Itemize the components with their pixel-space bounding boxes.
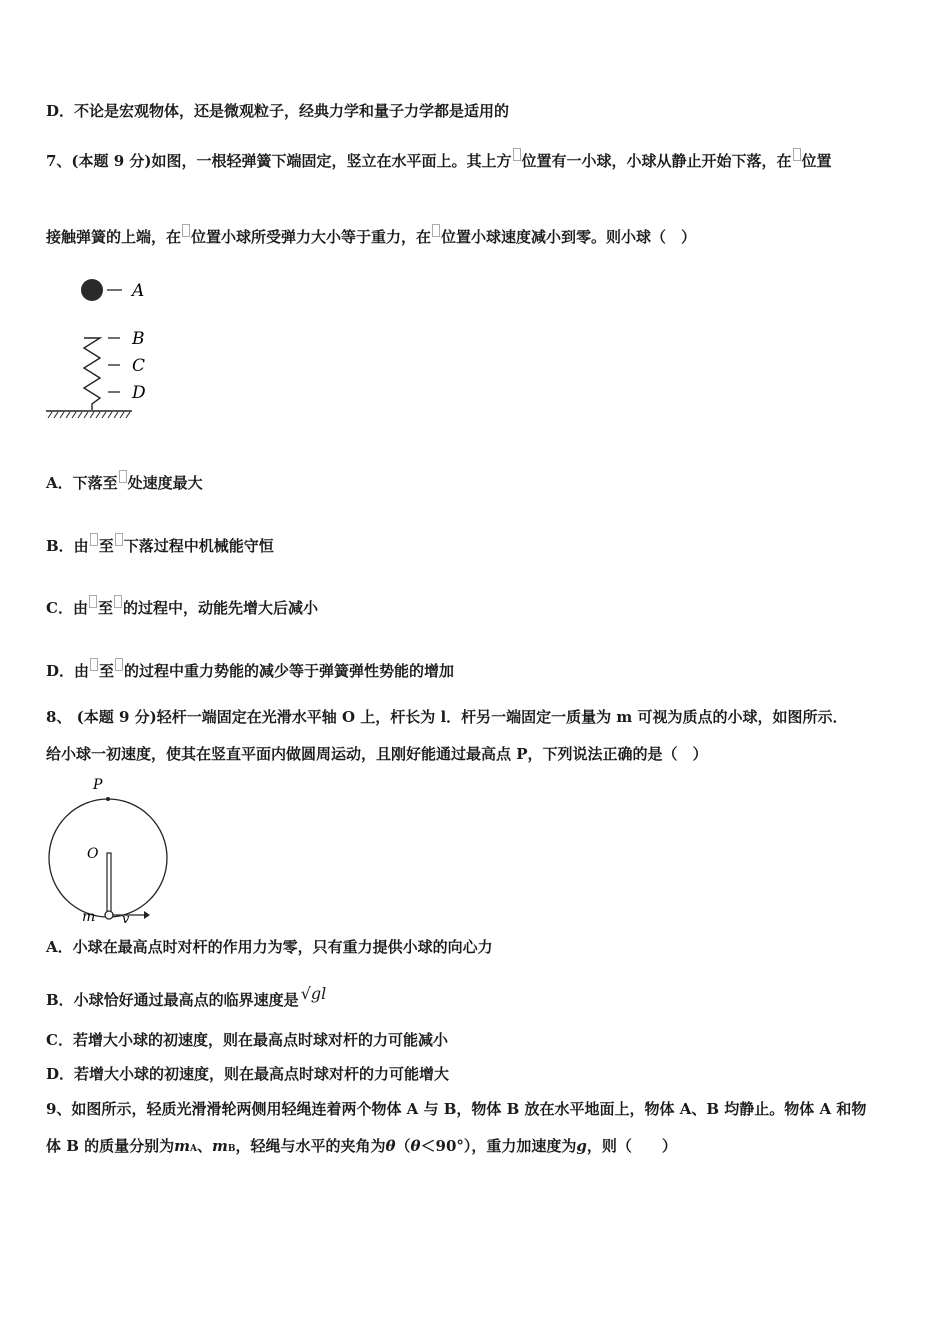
q7-option-c: C．由 至 的过程中，动能先增大后减小 [46, 595, 318, 618]
circle-rod-figure [40, 773, 170, 923]
q7-option-a: A．下落至 处速度最大 [46, 470, 203, 493]
placeholder-box [432, 224, 440, 237]
q7-stem-line1: 7、(本题 9 分)如图，一根轻弹簧下端固定，竖立在水平面上。其上方 位置有一小球，小球从静止开始下落，在 位置 [46, 148, 832, 171]
q8-option-a: A．小球在最高点时对杆的作用力为零，只有重力提供小球的向心力 [46, 938, 493, 956]
label-a: A [132, 281, 145, 301]
ball [81, 279, 103, 301]
label-p: P [93, 777, 103, 793]
label-b: B [132, 329, 145, 349]
sqrt-gl-formula: √gl [300, 984, 327, 1003]
label-m: m [82, 909, 96, 923]
q7-stem-line2: 接触弹簧的上端，在 位置小球所受弹力大小等于重力，在 位置小球速度减小到零。则小球（ ） [46, 224, 696, 247]
q9-stem-line1: 9、如图所示，轻质光滑滑轮两侧用轻绳连着两个物体 A 与 B，物体 B 放在水平地面上，物体 A、B 均静止。物体 A 和物 [46, 1100, 867, 1118]
spring [84, 338, 100, 410]
label-d: D [132, 383, 146, 403]
placeholder-box [115, 658, 123, 671]
q8-stem-line1: 8、 (本题 9 分)轻杆一端固定在光滑水平轴 O 上，杆长为 l．杆另一端固定一质量为 m 可视为质点的小球，如图所示． [46, 708, 848, 726]
q9-stem-line2: 体 B 的质量分别为mA、mB，轻绳与水平的夹角为θ（θ＜90°），重力加速度为g，则（ ） [46, 1137, 677, 1155]
label-v: v [122, 912, 130, 923]
q8-option-d: D．若增大小球的初速度，则在最高点时球对杆的力可能增大 [46, 1065, 450, 1083]
placeholder-box [114, 595, 122, 608]
placeholder-box [182, 224, 190, 237]
placeholder-box [119, 470, 127, 483]
spring-ball-figure [40, 272, 200, 422]
placeholder-box [115, 533, 123, 546]
q8-option-b: B．小球恰好通过最高点的临界速度是 √gl [46, 984, 327, 1009]
rod [107, 853, 111, 913]
point-p [106, 797, 110, 801]
prev-option-d: D．不论是宏观物体，还是微观粒子，经典力学和量子力学都是适用的 [46, 102, 510, 120]
q8-stem-line2: 给小球一初速度，使其在竖直平面内做圆周运动，且刚好能通过最高点 P，下列说法正确的是（ ） [46, 745, 708, 763]
placeholder-box [793, 148, 801, 161]
q8-option-c: C．若增大小球的初速度，则在最高点时球对杆的力可能减小 [46, 1031, 448, 1049]
label-c: C [132, 356, 146, 376]
label-o: O [87, 846, 99, 862]
placeholder-box [89, 595, 97, 608]
placeholder-box [90, 658, 98, 671]
placeholder-box [513, 148, 521, 161]
q7-option-b: B．由 至 下落过程中机械能守恒 [46, 533, 274, 556]
q7-option-d: D．由 至 的过程中重力势能的减少等于弹簧弹性势能的增加 [46, 658, 454, 681]
small-ball [105, 911, 113, 919]
placeholder-box [90, 533, 98, 546]
